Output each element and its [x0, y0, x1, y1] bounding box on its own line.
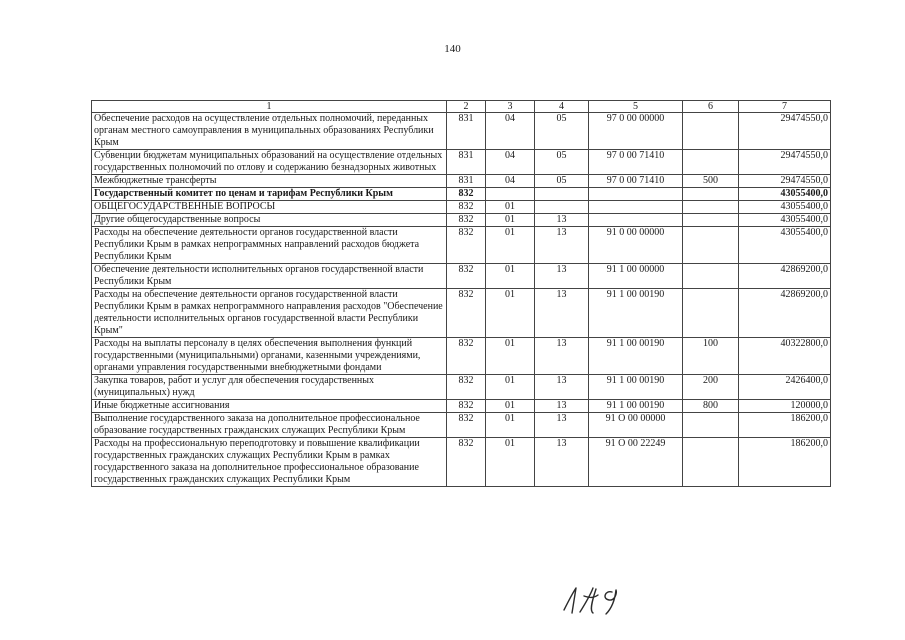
- cell-target-article: 91 1 00 00190: [589, 338, 683, 375]
- cell-admin-code: 832: [447, 227, 486, 264]
- cell-name: Межбюджетные трансферты: [92, 175, 447, 188]
- cell-name: Обеспечение расходов на осуществление отдельных полномочий, переданных органам местного самоуправления в муниципальных образованиях Республики Крым: [92, 113, 447, 150]
- cell-target-article: 91 О 00 22249: [589, 438, 683, 487]
- cell-section: 01: [486, 227, 535, 264]
- column-header: 6: [683, 101, 739, 113]
- cell-amount: 29474550,0: [739, 175, 831, 188]
- cell-admin-code: 831: [447, 175, 486, 188]
- cell-subsection: 05: [535, 150, 589, 175]
- cell-target-article: 97 0 00 71410: [589, 175, 683, 188]
- cell-name: ОБЩЕГОСУДАРСТВЕННЫЕ ВОПРОСЫ: [92, 201, 447, 214]
- cell-expense-type: [683, 201, 739, 214]
- table-row: [92, 264, 831, 289]
- cell-admin-code: 832: [447, 264, 486, 289]
- cell-admin-code: 832: [447, 188, 486, 201]
- cell-section: 01: [486, 289, 535, 338]
- cell-subsection: 13: [535, 438, 589, 487]
- cell-amount: 43055400,0: [739, 214, 831, 227]
- column-header: 5: [589, 101, 683, 113]
- cell-admin-code: 832: [447, 214, 486, 227]
- cell-expense-type: [683, 150, 739, 175]
- table-row: [92, 175, 831, 188]
- cell-subsection: 05: [535, 175, 589, 188]
- cell-amount: 186200,0: [739, 413, 831, 438]
- cell-expense-type: [683, 227, 739, 264]
- cell-subsection: [535, 188, 589, 201]
- cell-amount: 42869200,0: [739, 289, 831, 338]
- cell-subsection: 13: [535, 400, 589, 413]
- cell-target-article: 91 О 00 00000: [589, 413, 683, 438]
- cell-subsection: 13: [535, 264, 589, 289]
- cell-subsection: 13: [535, 413, 589, 438]
- cell-target-article: 91 1 00 00190: [589, 375, 683, 400]
- cell-amount: 120000,0: [739, 400, 831, 413]
- cell-admin-code: 832: [447, 201, 486, 214]
- cell-name: Расходы на обеспечение деятельности органов государственной власти Республики Крым в рамках непрограммных направлений расходов бюджета Республики Крым: [92, 227, 447, 264]
- cell-name: Выполнение государственного заказа на дополнительное профессиональное образование государственных гражданских служащих Республики Крым: [92, 413, 447, 438]
- cell-subsection: 05: [535, 113, 589, 150]
- cell-name: Расходы на обеспечение деятельности органов государственной власти Республики Крым в рамках непрограммного направления расходов "Обеспечение деятельности исполнительных органов государственной власти Республики Крым": [92, 289, 447, 338]
- cell-section: 01: [486, 201, 535, 214]
- cell-name: Другие общегосударственные вопросы: [92, 214, 447, 227]
- cell-amount: 40322800,0: [739, 338, 831, 375]
- cell-amount: 2426400,0: [739, 375, 831, 400]
- cell-admin-code: 831: [447, 150, 486, 175]
- table-header-row: [92, 101, 831, 113]
- cell-expense-type: 500: [683, 175, 739, 188]
- cell-target-article: 97 0 00 00000: [589, 113, 683, 150]
- cell-name: Расходы на профессиональную переподготовку и повышение квалификации государственных гражданских служащих Республики Крым в рамках государственного заказа на дополнительное профессиональное образование государственных гражданских служащих Республики Крым: [92, 438, 447, 487]
- cell-section: 01: [486, 338, 535, 375]
- cell-subsection: 13: [535, 214, 589, 227]
- cell-section: [486, 188, 535, 201]
- cell-section: 04: [486, 113, 535, 150]
- table-row: [92, 400, 831, 413]
- table-row: [92, 289, 831, 338]
- table-row: [92, 375, 831, 400]
- column-header: 2: [447, 101, 486, 113]
- table-row: [92, 150, 831, 175]
- cell-section: 01: [486, 413, 535, 438]
- cell-target-article: 91 1 00 00190: [589, 400, 683, 413]
- cell-name: Обеспечение деятельности исполнительных органов государственной власти Республики Крым: [92, 264, 447, 289]
- cell-amount: 43055400,0: [739, 227, 831, 264]
- cell-expense-type: 800: [683, 400, 739, 413]
- cell-name: Закупка товаров, работ и услуг для обеспечения государственных (муниципальных) нужд: [92, 375, 447, 400]
- cell-section: 04: [486, 175, 535, 188]
- cell-admin-code: 832: [447, 413, 486, 438]
- budget-table: [91, 100, 831, 487]
- cell-expense-type: [683, 438, 739, 487]
- cell-target-article: 91 1 00 00190: [589, 289, 683, 338]
- cell-amount: 186200,0: [739, 438, 831, 487]
- handwritten-number-drawing: [560, 584, 630, 616]
- cell-expense-type: [683, 289, 739, 338]
- cell-name: Расходы на выплаты персоналу в целях обеспечения выполнения функций государственными (муниципальными) органами, казенными учреждениями, органами управления государственными внебюджетными фондами: [92, 338, 447, 375]
- table-row: [92, 438, 831, 487]
- cell-section: 01: [486, 438, 535, 487]
- cell-expense-type: 100: [683, 338, 739, 375]
- table-row: [92, 113, 831, 150]
- cell-amount: 29474550,0: [739, 113, 831, 150]
- cell-target-article: [589, 188, 683, 201]
- cell-section: 04: [486, 150, 535, 175]
- table-row: [92, 413, 831, 438]
- cell-amount: 43055400,0: [739, 188, 831, 201]
- cell-target-article: 97 0 00 71410: [589, 150, 683, 175]
- cell-name: Иные бюджетные ассигнования: [92, 400, 447, 413]
- cell-admin-code: 832: [447, 438, 486, 487]
- cell-expense-type: [683, 264, 739, 289]
- cell-expense-type: [683, 413, 739, 438]
- cell-subsection: [535, 201, 589, 214]
- cell-admin-code: 832: [447, 289, 486, 338]
- cell-admin-code: 831: [447, 113, 486, 150]
- cell-admin-code: 832: [447, 338, 486, 375]
- column-header: 7: [739, 101, 831, 113]
- column-header: 1: [92, 101, 447, 113]
- cell-section: 01: [486, 400, 535, 413]
- cell-expense-type: [683, 188, 739, 201]
- cell-admin-code: 832: [447, 375, 486, 400]
- table-row: [92, 188, 831, 201]
- cell-target-article: 91 0 00 00000: [589, 227, 683, 264]
- cell-subsection: 13: [535, 338, 589, 375]
- table-row: [92, 338, 831, 375]
- cell-expense-type: 200: [683, 375, 739, 400]
- cell-admin-code: 832: [447, 400, 486, 413]
- cell-target-article: 91 1 00 00000: [589, 264, 683, 289]
- cell-section: 01: [486, 214, 535, 227]
- cell-section: 01: [486, 375, 535, 400]
- cell-target-article: [589, 201, 683, 214]
- page-number: 140: [444, 43, 461, 55]
- handwritten-page-mark: [560, 584, 630, 616]
- cell-amount: 29474550,0: [739, 150, 831, 175]
- table-row: [92, 227, 831, 264]
- cell-expense-type: [683, 113, 739, 150]
- cell-name: Государственный комитет по ценам и тарифам Республики Крым: [92, 188, 447, 201]
- table-body: [92, 113, 831, 487]
- table-row: [92, 201, 831, 214]
- column-header: 3: [486, 101, 535, 113]
- cell-amount: 43055400,0: [739, 201, 831, 214]
- table-row: [92, 214, 831, 227]
- cell-section: 01: [486, 264, 535, 289]
- cell-amount: 42869200,0: [739, 264, 831, 289]
- cell-subsection: 13: [535, 227, 589, 264]
- cell-subsection: 13: [535, 375, 589, 400]
- column-header: 4: [535, 101, 589, 113]
- cell-expense-type: [683, 214, 739, 227]
- cell-name: Субвенции бюджетам муниципальных образований на осуществление отдельных государственных полномочий по отлову и содержанию безнадзорных животных: [92, 150, 447, 175]
- cell-subsection: 13: [535, 289, 589, 338]
- cell-target-article: [589, 214, 683, 227]
